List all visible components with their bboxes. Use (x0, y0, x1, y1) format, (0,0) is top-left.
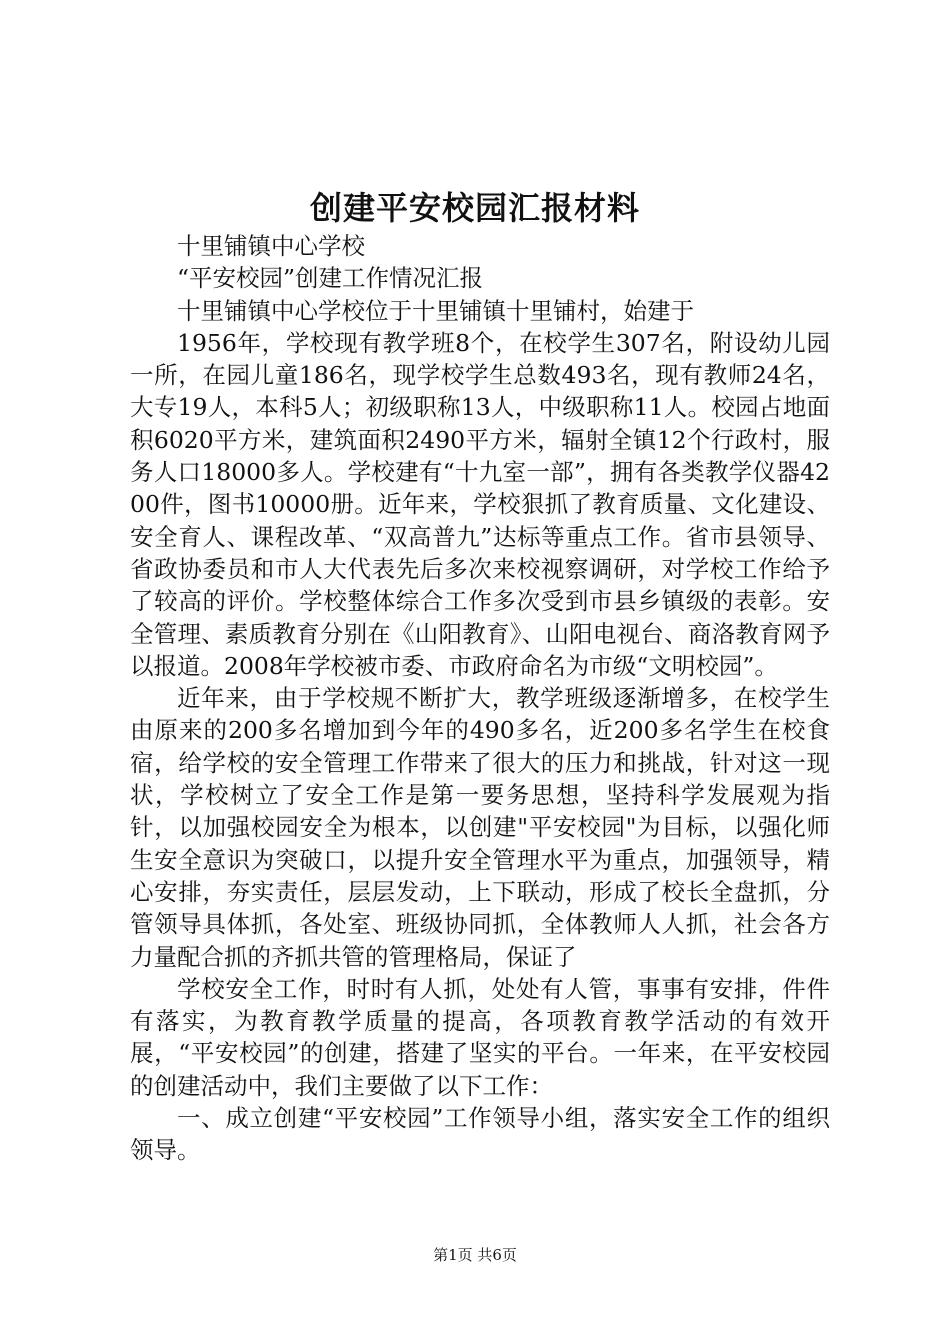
document-body (130, 230, 830, 1167)
paragraph-school-name: 十里铺镇中心学校 (177, 232, 365, 260)
page-number-footer: 第1页 共6页 (433, 1246, 517, 1264)
paragraph-section-one: 一、成立创建“平安校园”工作领导小组，落实安全工作的组织领导。 (130, 1104, 830, 1165)
paragraph-school-location: 十里铺镇中心学校位于十里铺镇十里铺村，始建于 (177, 296, 694, 325)
paragraph-safety-work: 学校安全工作，时时有人抓，处处有人管，事事有安排，件件有落实，为教育教学质量的提高，各项教育教学活动的有效开展，“平安校园”的创建，搭建了坚实的平台。一年来，在平安校园的创建活动中，我们主要做了以下工作： (130, 974, 830, 1100)
paragraph-school-overview: 1956年，学校现有教学班8个，在校学生307名，附设幼儿园一所，在园儿童186名，现学校学生总数493名，现有教师24名，大专19人，本科5人；初级职称13人，中级职称11人。校园占地面积6020平方米，建筑面积2490平方米，辐射全镇12个行政村，服务人口18000多人。学校建有“十九室一部”，拥有各类教学仪器4200件，图书10000册。近年来，学校狠抓了教育质量、文化建设、安全育人、课程改革、“双高普九”达标等重点工作。省市县领导、省政协委员和市人大代表先后多次来校视察调研，对学校工作给予了较高的评价。学校整体综合工作多次受到市县乡镇级的表彰。安全管理、素质教育分别在《山阳教育》、山阳电视台、商洛教育网予以报道。2008年学校被市委、市政府命名为市级“文明校园”。 (130, 328, 830, 680)
paragraph-report-subtitle: “平安校园”创建工作情况汇报 (177, 264, 484, 293)
paragraph-safety-management: 近年来，由于学校规不断扩大，教学班级逐渐增多，在校学生由原来的200多名增加到今年的490多名，近200多名学生在校食宿，给学校的安全管理工作带来了很大的压力和挑战，针对这一现状，学校树立了安全工作是第一要务思想，坚持科学发展观为指针，以加强校园安全为根本，以创建"平安校园"为目标，以强化师生安全意识为突破口，以提升安全管理水平为重点，加强领导，精心安排，夯实责任，层层发动，上下联动，形成了校长全盘抓，分管领导具体抓，各处室、班级协同抓，全体教师人人抓，社会各方力量配合抓的齐抓共管的管理格局，保证了 (130, 684, 830, 971)
document-title: 创建平安校园汇报材料 (309, 189, 640, 227)
